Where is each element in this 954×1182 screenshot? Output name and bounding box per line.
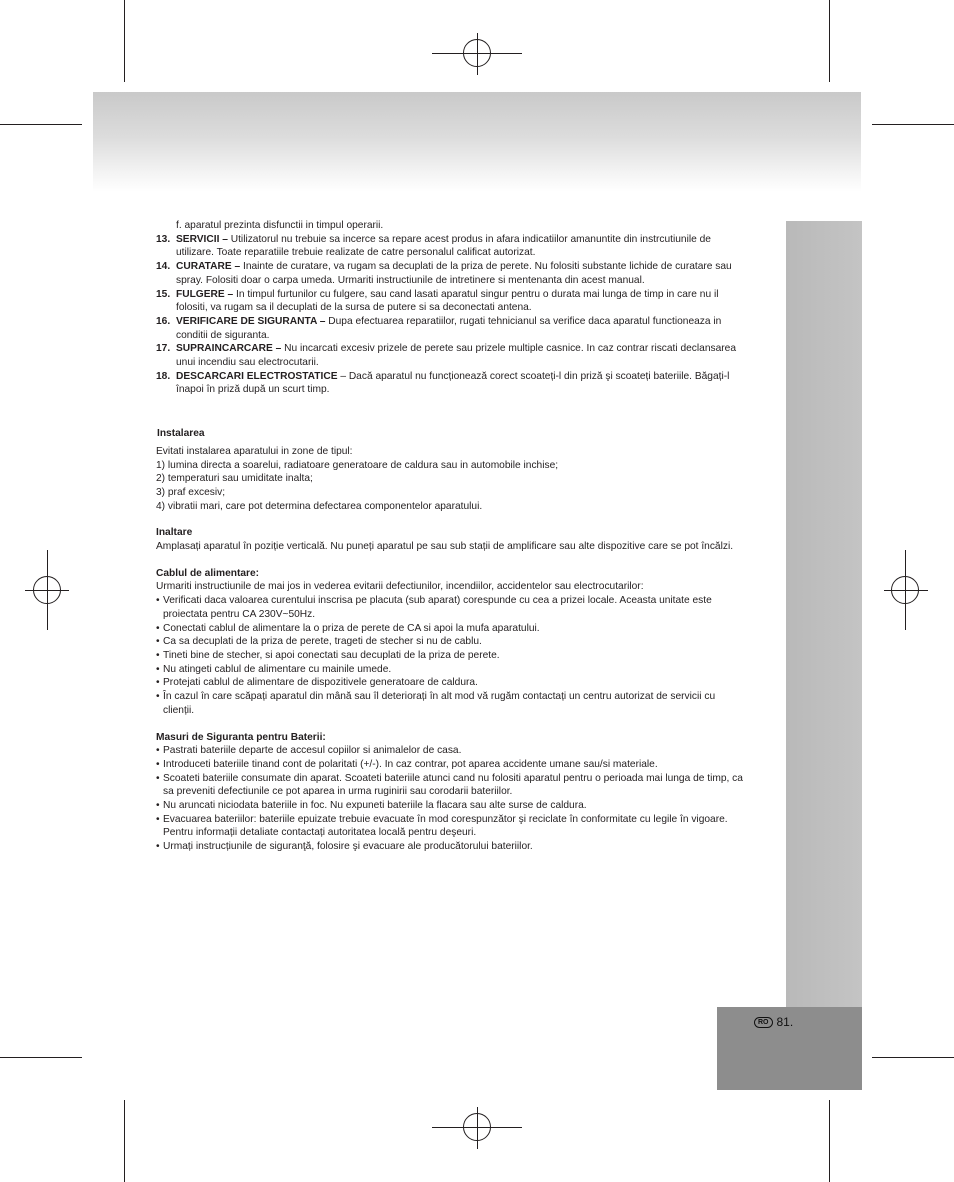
crop-mark bbox=[872, 124, 954, 125]
bullet-icon: • bbox=[156, 813, 160, 825]
numbered-item bbox=[156, 260, 746, 287]
instalarea-line: 1) lumina directa a soarelui, radiatoare generatoare de caldura sau in automobile inchise; bbox=[156, 459, 559, 471]
bullet-text: Nu aruncati niciodata bateriile in foc. Nu expuneti bateriile la flacara sau alte surse de caldura. bbox=[163, 800, 587, 812]
item-text: – Dacă aparatul nu funcționează corect scoateți-l din priză şi scoateți bateriile. Băgați-l înapoi în priză după un scurt timp. bbox=[176, 370, 730, 396]
bullet-text: Introduceti bateriile tinand cont de polaritati (+/-). In caz contrar, pot aparea accidente umane sau/si materiale. bbox=[163, 758, 658, 770]
crop-mark bbox=[829, 0, 830, 82]
main-content bbox=[156, 219, 746, 854]
item-number: 18. bbox=[156, 370, 171, 382]
language-badge: RO bbox=[754, 1017, 773, 1028]
section-title-baterii: Masuri de Siguranta pentru Baterii: bbox=[156, 731, 326, 743]
item-text: Utilizatorul nu trebuie sa incerce sa repare acest produs in afara indicatiilor amanuntite din instrcutiunile de utilizare. Toate reparatiile trebuie realizate de catre personalul calificat autorizat. bbox=[176, 233, 711, 259]
bullet-item bbox=[156, 690, 746, 717]
bullet-item bbox=[156, 772, 746, 799]
bullet-item bbox=[156, 813, 746, 840]
bullet-item bbox=[156, 649, 746, 663]
bullet-item bbox=[156, 635, 746, 649]
side-bar bbox=[786, 221, 862, 1007]
crop-mark bbox=[124, 0, 125, 82]
bullet-text: Protejati cablul de alimentare de dispozitivele generatoare de caldura. bbox=[163, 677, 478, 689]
item-number: 14. bbox=[156, 261, 171, 273]
bullet-text: Ca sa decuplati de la priza de perete, trageti de stecher si nu de cablu. bbox=[163, 636, 482, 648]
bullet-item bbox=[156, 758, 746, 772]
bullet-icon: • bbox=[156, 691, 160, 703]
bullet-item bbox=[156, 799, 746, 813]
bullet-icon: • bbox=[156, 622, 160, 634]
baterii-bullets bbox=[156, 744, 746, 854]
bullet-icon: • bbox=[156, 663, 160, 675]
item-number: 17. bbox=[156, 343, 171, 355]
bullet-icon: • bbox=[156, 800, 160, 812]
item-label: FULGERE – bbox=[176, 288, 234, 300]
header-band bbox=[93, 92, 861, 192]
bullet-text: Verificati daca valoarea curentului inscrisa pe placuta (sub aparat) corespunde cu cea a prizei locale. Aceasta unitate este proiectata pentru CA 230V~50Hz. bbox=[163, 595, 712, 620]
section-title-inaltare: Inaltare bbox=[156, 527, 193, 539]
bullet-icon: • bbox=[156, 841, 160, 853]
bullet-item bbox=[156, 744, 746, 758]
item-label: VERIFICARE DE SIGURANTA – bbox=[176, 315, 326, 327]
crop-mark bbox=[0, 124, 82, 125]
crop-mark bbox=[829, 1100, 830, 1182]
numbered-list bbox=[156, 233, 746, 397]
item-label: CURATARE – bbox=[176, 261, 241, 273]
instalarea-line: 3) praf excesiv; bbox=[156, 486, 226, 498]
instalarea-line: Evitati instalarea aparatului in zone de tipul: bbox=[156, 445, 353, 457]
item-number: 16. bbox=[156, 315, 171, 327]
numbered-item bbox=[156, 370, 746, 397]
numbered-item bbox=[156, 233, 746, 260]
bullet-text: Evacuarea bateriilor: bateriile epuizate trebuie evacuate în mod corespunzător şi reciclate în conformitate cu legile în vigoare. Pentru informații detaliate contactați autoritatea locală pentru deşeuri. bbox=[163, 813, 728, 839]
item-text: Dupa efectuarea reparatiilor, rugati tehnicianul sa verifice daca aparatul functioneaza in conditii de siguranta. bbox=[176, 315, 722, 341]
section-title-cablul: Cablul de alimentare: bbox=[156, 567, 260, 579]
section-title-instalarea: Instalarea bbox=[157, 428, 205, 440]
instalarea-line: 2) temperaturi sau umiditate inalta; bbox=[156, 473, 313, 485]
bullet-text: Conectati cablul de alimentare la o priza de perete de CA si apoi la mufa aparatului. bbox=[163, 622, 540, 634]
bullet-text: În cazul în care scăpați aparatul din mână sau îl deteriorați în alt mod vă rugăm contactați un centru autorizat de servicii cu clienții. bbox=[163, 691, 716, 716]
instalarea-lines bbox=[156, 445, 746, 514]
item-label: SERVICII – bbox=[176, 233, 228, 245]
bullet-text: Scoateti bateriile consumate din aparat. Scoateti bateriile atunci cand nu folositi aparatul pentru o perioada mai lunga de timp, ca sa preveniti defectiunile ce pot aparea in urma ruginirii sau corodarii bateriilor. bbox=[163, 772, 743, 798]
item-label: SUPRAINCARCARE – bbox=[176, 343, 282, 355]
cablul-bullets bbox=[156, 594, 746, 717]
bullet-text: Tineti bine de stecher, si apoi conectati sau decuplati de la priza de perete. bbox=[163, 649, 500, 661]
crop-mark bbox=[872, 1057, 954, 1058]
bullet-item bbox=[156, 663, 746, 677]
bullet-icon: • bbox=[156, 772, 160, 784]
intro-line: f. aparatul prezinta disfunctii in timpul operarii. bbox=[176, 220, 384, 231]
bullet-text: Pastrati bateriile departe de accesul copiilor si animalelor de casa. bbox=[163, 745, 462, 757]
numbered-item bbox=[156, 288, 746, 315]
cablul-intro: Urmariti instructiunile de mai jos in vederea evitarii defectiunilor, incendiilor, accidentelor sau electrocutarilor: bbox=[156, 581, 644, 593]
bullet-icon: • bbox=[156, 649, 160, 661]
bullet-item bbox=[156, 676, 746, 690]
bullet-item bbox=[156, 594, 746, 621]
item-label: DESCARCARI ELECTROSTATICE bbox=[176, 370, 338, 382]
bullet-icon: • bbox=[156, 677, 160, 689]
item-number: 13. bbox=[156, 233, 171, 245]
bullet-text: Nu atingeti cablul de alimentare cu mainile umede. bbox=[163, 663, 392, 675]
bullet-icon: • bbox=[156, 595, 160, 607]
bullet-icon: • bbox=[156, 758, 160, 770]
item-text: Inainte de curatare, va rugam sa decuplati de la priza de perete. Nu folositi substante lichide de curatare sau spray. Folositi doar o carpa umeda. Urmariti instructiunile de intretinere si mentenanta din acest manual. bbox=[176, 261, 732, 286]
item-text: Nu incarcati excesiv prizele de perete sau prizele multiple casnice. In caz contrar riscati declansarea unui incendiu sau electrocutarii. bbox=[176, 343, 736, 369]
bullet-text: Urmați instrucțiunile de siguranţă, folosire şi evacuare ale producătorului bateriilor. bbox=[163, 841, 533, 853]
crop-mark bbox=[124, 1100, 125, 1182]
bullet-icon: • bbox=[156, 745, 160, 757]
crop-mark bbox=[0, 1057, 82, 1058]
numbered-item bbox=[156, 315, 746, 342]
page-number bbox=[754, 1015, 793, 1029]
instalarea-line: 4) vibratii mari, care pot determina defectarea componentelor aparatului. bbox=[156, 500, 483, 512]
page-number-text: 81. bbox=[776, 1015, 794, 1029]
bullet-item bbox=[156, 622, 746, 636]
bullet-icon: • bbox=[156, 636, 160, 648]
numbered-item bbox=[156, 342, 746, 369]
inaltare-text: Amplasați aparatul în poziție verticală. Nu puneți aparatul pe sau sub stații de amplificare sau alte dispozitive care se pot încălzi. bbox=[156, 541, 734, 553]
item-text: In timpul furtunilor cu fulgere, sau cand lasati aparatul singur pentru o durata mai lunga de timp in care nu il folositi, va rugam sa il decuplati de la sursa de putere si sa deconectati antena. bbox=[176, 288, 719, 314]
item-number: 15. bbox=[156, 288, 171, 300]
bullet-item bbox=[156, 840, 746, 854]
